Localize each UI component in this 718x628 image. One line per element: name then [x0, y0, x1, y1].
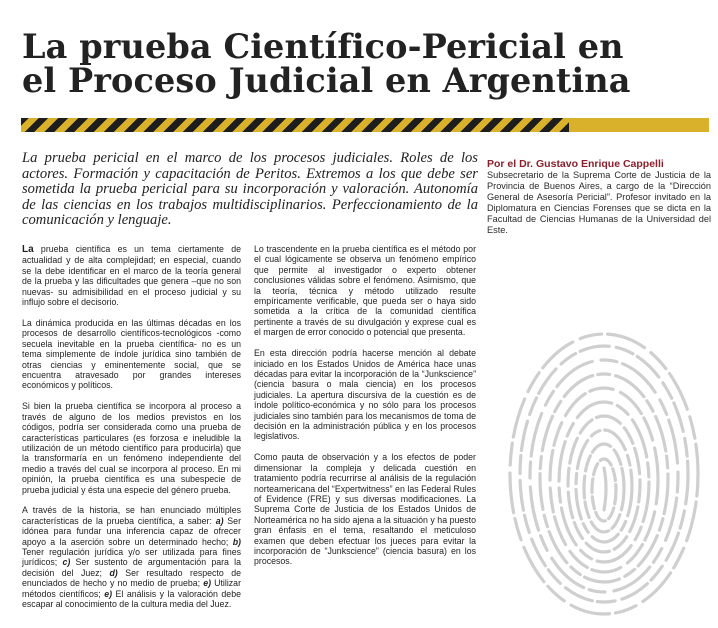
list-marker: d) — [109, 567, 118, 578]
paragraph — [22, 244, 241, 307]
body-column-2 — [254, 244, 476, 577]
fingerprint-illustration — [500, 318, 708, 624]
dropcap: La — [22, 244, 34, 255]
hazard-banner-end — [569, 118, 709, 132]
paragraph: Como pauta de observación y a los efectos de poder dimensionar la compleja y delicada cuestión en tratamiento podría recurrirse al análisis de la regulación norteamericana del “Expertwitness” en las Federal Rules of Evidence (FRE) y sus diversas modificaciones. La Suprema Corte de Justicia de los Estados Unidos de Norteamérica no ha sido ajena a la situación y ha puesto gran énfasis en el tema, resaltando el meticuloso examen que deben efectuar los jueces para evitar la incorporación de “Junkscience” (ciencia basura) en los procesos. — [254, 452, 476, 567]
paragraph: Si bien la prueba científica se incorpora al proceso a través de alguno de los medios previstos en los códigos, podría ser considerada como una prueba de características particulares (es forzosa e ineludible la utilización de un método científico para producirla) que la transformaría en un fenómeno independiente del medio a través del cual se incorpora al proceso. En mi opinión, la prueba científica es una subespecie de prueba judicial y ésta una especie del género prueba. — [22, 401, 241, 495]
paragraph: Lo trascendente en la prueba científica es el método por el cual lógicamente se observa un fenómeno empírico que permite al investigador o experto obtener conclusiones válidas sobre el fenómeno. Asimismo, que la teoría, técnica y método utilizado resulte empíricamente verificable, que pueda ser o haya sido sometida a la crítica de la comunidad científica pertinente a través de su divulgación y exprese cual es el margen de error conocido o potencial que presenta. — [254, 244, 476, 338]
list-marker: a) — [215, 515, 224, 526]
paragraph-text: Ser sustento de argumentación para la decisión del Juez; — [22, 557, 241, 578]
paragraph-text: El análisis y la valoración debe escapar al conocimiento de la cultura media del Juez. — [22, 588, 241, 610]
lead-paragraph: La prueba pericial en el marco de los procesos judiciales. Roles de los actores. Formación y capacitación de Peritos. Extremos a los que debe ser sometida la prueba pericial para su incorporación y valoración. Autonomía de las ciencias en los trabajos multidisciplinarios. Perfeccionamiento de la comunicación y lenguaje. — [22, 150, 478, 229]
hazard-stripe-banner — [21, 118, 569, 132]
paragraph: La dinámica producida en las últimas décadas en los procesos de desarrollo científicos-tecnológicos -como secuela inevitable en la prueba científica- no es un tema simplemente de índole jurídica sino también de otras ciencias y eminentemente social, que se encuentra atravesado por grandes intereses económicos y políticos. — [22, 317, 241, 391]
body-column-1 — [22, 244, 241, 620]
list-marker: e) — [104, 588, 113, 599]
paragraph-text: Ser resultado respecto de enunciados de hecho y no medio de prueba; — [22, 567, 242, 589]
list-marker: b) — [232, 536, 241, 547]
paragraph-text: prueba científica es un tema ciertamente de actualidad y de alta complejidad; en especial, cuando se la debe identificar en el marco de la teoría general de la prueba y las dificultades que genera –que no son nuevas- su admisibilidad en el proceso judicial y su influjo sobre el decisorio. — [22, 244, 241, 308]
author-box — [487, 158, 711, 236]
title-line-2: el Proceso Judicial en Argentina — [22, 61, 631, 100]
paragraph — [22, 505, 241, 609]
title-line-1: La prueba Científico-Pericial en — [22, 27, 624, 66]
paragraph-text: Ser idónea para fundar una inferencia capaz de ofrecer apoyo a la aserción sobre un determinado hecho; — [22, 515, 242, 547]
paragraph-text: Tener regulación jurídica y/o ser utilizada para fines jurídicos; — [22, 547, 241, 568]
paragraph: En esta dirección podría hacerse mención al debate iniciado en los Estados Unidos de América hace unas décadas para evitar la incorporación de la “Junkscience” (ciencia basura o mala ciencia) en los procesos judiciales. La apertura discursiva de la cuestión es de índole político-económica y no sólo para los procesos judiciales sino también para los mecanismos de toma de decisión en la administración pública y en los procesos legislativos. — [254, 348, 476, 442]
article-title — [22, 27, 702, 100]
paragraph-text: A través de la historia, se han enunciado múltiples características de la prueba científica, a saber: — [22, 505, 241, 526]
list-marker: e) — [203, 578, 212, 589]
list-marker: c) — [62, 557, 71, 568]
author-bio: Subsecretario de la Suprema Corte de Justicia de la Provincia de Buenos Aires, a cargo de la “Dirección General de Asesoría Pericial”. Profesor invitado en la Diplomatura en Ciencias Forenses que se dicta en la Facultad de Ciencias Humanas de la Universidad del Este. — [487, 170, 711, 235]
paragraph-text: Utilizar métodos científicos; — [22, 578, 241, 599]
author-byline: Por el Dr. Gustavo Enrique Cappelli — [487, 158, 664, 170]
